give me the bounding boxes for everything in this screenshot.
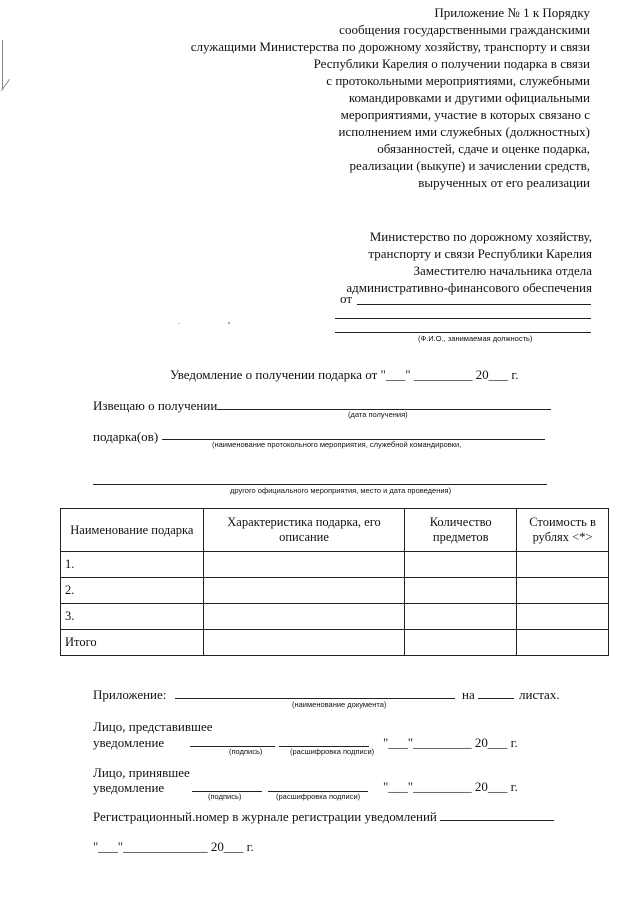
addressee-line: административно-финансового обеспечения [346, 280, 592, 295]
column-header: Количество предметов [405, 509, 517, 552]
scan-speck [178, 323, 180, 324]
table-cell[interactable] [203, 578, 405, 604]
submitter-date: "___"_________ 20___ г. [383, 735, 518, 750]
appendix-line: с протокольными мероприятиями, служебными [326, 73, 590, 88]
receiver-date: "___"_________ 20___ г. [383, 779, 518, 794]
table-cell[interactable] [405, 552, 517, 578]
submitter-label-2: уведомление [93, 735, 165, 750]
registration-number-field[interactable] [440, 820, 554, 821]
row-label: 1. [61, 552, 204, 578]
column-header: Характеристика подарка, его описание [203, 509, 405, 552]
addressee-line: Министерство по дорожному хозяйству, [369, 229, 592, 244]
doc-caption: (наименование документа) [292, 700, 387, 709]
appendix-line: обязанностей, сдаче и оценке подарка, [377, 141, 590, 156]
table-cell[interactable] [203, 604, 405, 630]
table-cell[interactable] [203, 630, 405, 656]
table-cell[interactable] [517, 630, 609, 656]
column-header: Стоимость в рублях <*> [517, 509, 609, 552]
sign-caption: (подпись) [229, 747, 263, 756]
appendix-line: реализации (выкупе) и зачислении средств, [349, 158, 590, 173]
attachment-doc-field[interactable] [175, 698, 455, 699]
table-cell[interactable] [405, 604, 517, 630]
appendix-line: служащими Министерства по дорожному хозяйству, транспорту и связи [190, 39, 590, 54]
appendix-header [130, 4, 590, 191]
sheets-label: листах. [519, 687, 560, 702]
appendix-line: сообщения государственными гражданскими [339, 22, 590, 37]
appendix-line: Республики Карелия о получении подарка в связи [313, 56, 590, 71]
from-field[interactable] [357, 304, 591, 305]
position-caption: (Ф.И.О., занимаемая должность) [418, 334, 533, 343]
row-label: Итого [61, 630, 204, 656]
date-caption: (дата получения) [348, 410, 408, 419]
attachment-label: Приложение: [93, 687, 167, 702]
receiver-label-1: Лицо, принявшее [93, 765, 190, 780]
table-header-row [61, 509, 609, 552]
event-field-2[interactable] [93, 484, 547, 485]
submitter-label-1: Лицо, представившее [93, 719, 213, 734]
row-label: 3. [61, 604, 204, 630]
scan-speck [228, 322, 230, 324]
gifts-table [60, 508, 609, 656]
addressee [292, 228, 592, 296]
from-label: от [340, 291, 353, 306]
on-label: на [462, 687, 475, 702]
column-header: Наименование подарка [61, 509, 204, 552]
receiver-label-2: уведомление [93, 780, 165, 795]
table-cell[interactable] [203, 552, 405, 578]
notify-label: Извещаю о получении [93, 398, 218, 413]
table-cell[interactable] [517, 578, 609, 604]
from-field-3[interactable] [335, 332, 591, 333]
scan-mark [2, 40, 3, 90]
row-label: 2. [61, 578, 204, 604]
gift-label: подарка(ов) [93, 429, 159, 444]
appendix-line: командировками и другими официальными [348, 90, 590, 105]
appendix-line: вырученных от его реализации [418, 175, 590, 190]
addressee-line: транспорту и связи Республики Карелия [368, 246, 592, 261]
table-cell[interactable] [517, 552, 609, 578]
appendix-line: Приложение № 1 к Порядку [434, 5, 590, 20]
appendix-line: исполнением ими служебных (должностных) [338, 124, 590, 139]
decode-caption: (расшифровка подписи) [276, 792, 361, 801]
from-field-2[interactable] [335, 318, 591, 319]
table-cell[interactable] [405, 578, 517, 604]
table-row [61, 604, 609, 630]
registration-date: "___"_____________ 20___ г. [93, 839, 254, 854]
sign-caption: (подпись) [208, 792, 242, 801]
decode-caption: (расшифровка подписи) [290, 747, 375, 756]
sheets-count-field[interactable] [478, 698, 514, 699]
page-title: Уведомление о получении подарка от "___" _________ 20___ г. [170, 367, 519, 382]
table-row [61, 552, 609, 578]
table-cell[interactable] [517, 604, 609, 630]
registration-label: Регистрационный.номер в журнале регистрации уведомлений [93, 809, 437, 824]
event-caption-2: другого официального мероприятия, место и дата проведения) [230, 486, 452, 495]
table-cell[interactable] [405, 630, 517, 656]
appendix-line: мероприятиями, участие в которых связано с [340, 107, 590, 122]
table-row [61, 578, 609, 604]
event-caption-1: (наименование протокольного мероприятия, служебной командировки, [212, 440, 462, 449]
addressee-line: Заместителю начальника отдела [413, 263, 592, 278]
table-row [61, 630, 609, 656]
